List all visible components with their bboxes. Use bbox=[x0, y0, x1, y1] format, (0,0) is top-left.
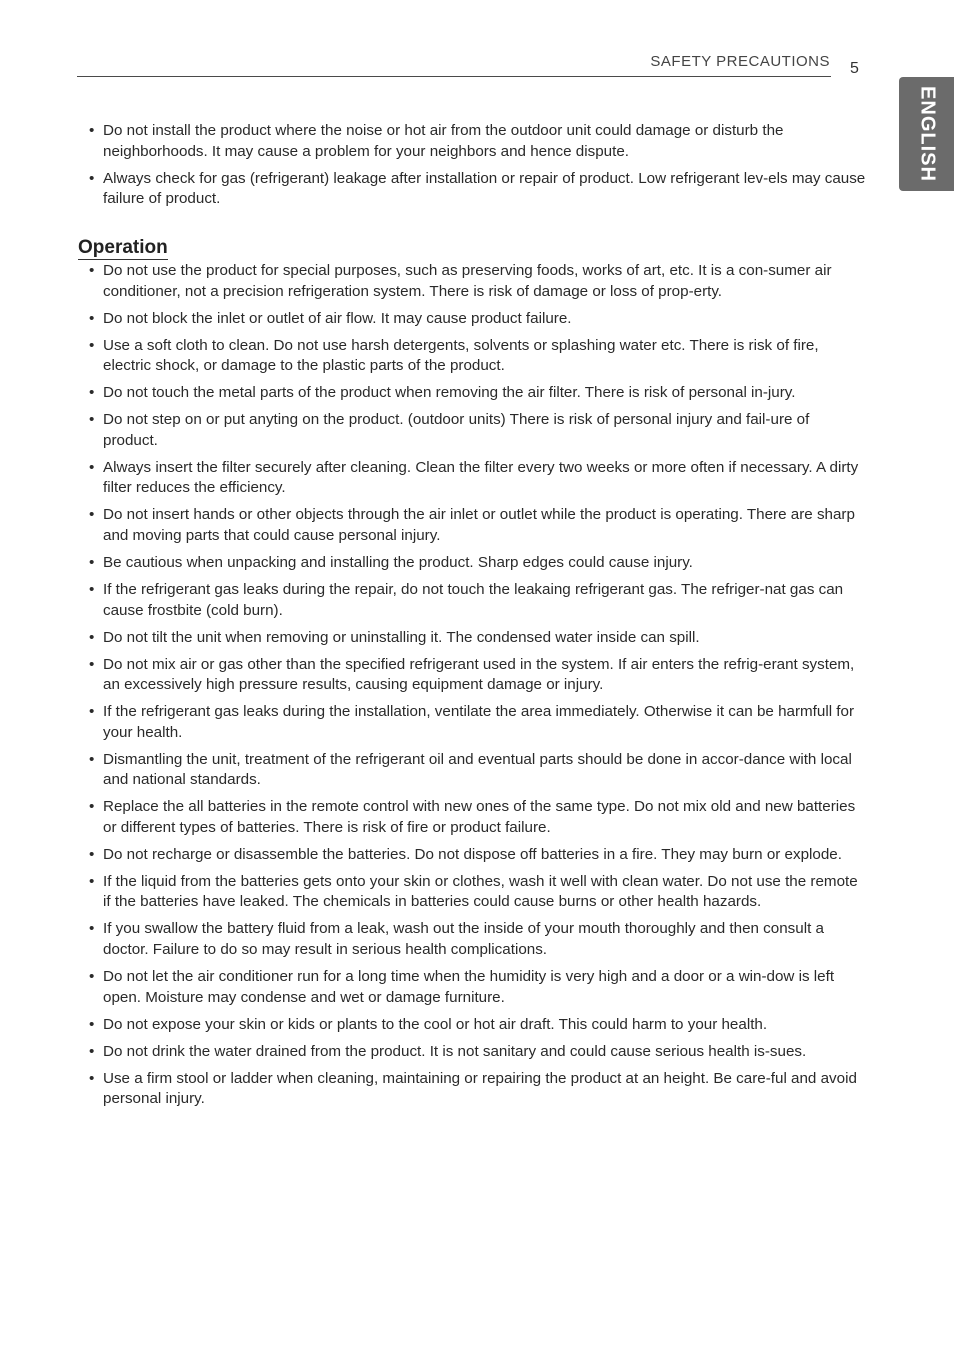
operation-heading-wrap bbox=[78, 216, 868, 261]
list-item: • Do not install the product where the noise or hot air from the outdoor unit could damage or disturb the neighborhoods. It may cause a problem for your neighbors and hence dispute. bbox=[78, 121, 868, 162]
list-item: • Dismantling the unit, treatment of the refrigerant oil and eventual parts should be done in accor-dance with local and national standards. bbox=[78, 750, 868, 791]
list-item: • Do not block the inlet or outlet of air flow. It may cause product failure. bbox=[78, 309, 868, 330]
header-divider bbox=[77, 76, 831, 77]
list-item: • Always check for gas (refrigerant) leakage after installation or repair of product. Low refrigerant lev-els may cause failure of product. bbox=[78, 169, 868, 210]
list-item: • Do not expose your skin or kids or plants to the cool or hot air draft. This could harm to your health. bbox=[78, 1015, 868, 1036]
intro-list bbox=[78, 121, 868, 210]
list-item: • Be cautious when unpacking and installing the product. Sharp edges could cause injury. bbox=[78, 553, 868, 574]
language-tab-label: ENGLISH bbox=[916, 86, 938, 182]
list-item: • Always insert the filter securely after cleaning. Clean the filter every two weeks or more often if necessary. A dirty filter reduces the efficiency. bbox=[78, 458, 868, 499]
list-item: • If the refrigerant gas leaks during the installation, ventilate the area immediately. Otherwise it can be harmfull for your health. bbox=[78, 702, 868, 743]
list-item: • Do not let the air conditioner run for a long time when the humidity is very high and a door or a win-dow is left open. Moisture may condense and wet or damage furniture. bbox=[78, 967, 868, 1008]
language-tab bbox=[899, 77, 954, 191]
list-item: • Do not insert hands or other objects through the air inlet or outlet while the product is operating. There are sharp and moving parts that could cause personal injury. bbox=[78, 505, 868, 546]
list-item: • Do not drink the water drained from the product. It is not sanitary and could cause serious health is-sues. bbox=[78, 1042, 868, 1063]
list-item: • Do not touch the metal parts of the product when removing the air filter. There is risk of personal in-jury. bbox=[78, 383, 868, 404]
list-item: • Replace the all batteries in the remote control with new ones of the same type. Do not mix old and new batteries or different types of batteries. There is risk of fire or product failure. bbox=[78, 797, 868, 838]
list-item: • Do not tilt the unit when removing or uninstalling it. The condensed water inside can spill. bbox=[78, 628, 868, 649]
list-item: • Do not use the product for special purposes, such as preserving foods, works of art, etc. It is a con-sumer air conditioner, not a precision refrigeration system. There is risk of damage or loss of prop-erty. bbox=[78, 261, 868, 302]
list-item: • Do not step on or put anyting on the product. (outdoor units) There is risk of personal injury and fail-ure of product. bbox=[78, 410, 868, 451]
list-item: • If the refrigerant gas leaks during the repair, do not touch the leakaing refrigerant gas. The refriger-nat gas can cause frostbite (cold burn). bbox=[78, 580, 868, 621]
page-number: 5 bbox=[850, 60, 859, 77]
list-item: • Do not recharge or disassemble the batteries. Do not dispose off batteries in a fire. They may burn or explode. bbox=[78, 845, 868, 866]
operation-heading: Operation bbox=[78, 237, 168, 259]
page-content bbox=[78, 121, 868, 1116]
list-item: • Do not mix air or gas other than the specified refrigerant used in the system. If air enters the refrig-erant system, an excessively high pressure results, causing equipment damage or injury. bbox=[78, 655, 868, 696]
operation-list bbox=[78, 261, 868, 1110]
list-item: • If the liquid from the batteries gets onto your skin or clothes, wash it well with clean water. Do not use the remote if the batteries have leaked. The chemicals in batteries could cause burns or other health hazards. bbox=[78, 872, 868, 913]
list-item: • Use a soft cloth to clean. Do not use harsh detergents, solvents or splashing water etc. There is risk of fire, electric shock, or damage to the plastic parts of the product. bbox=[78, 336, 868, 377]
header-section-title: SAFETY PRECAUTIONS bbox=[650, 53, 830, 70]
list-item: • If you swallow the battery fluid from a leak, wash out the inside of your mouth thoroughly and then consult a doctor. Failure to do so may result in serious health complications. bbox=[78, 919, 868, 960]
list-item: • Use a firm stool or ladder when cleaning, maintaining or repairing the product at an height. Be care-ful and avoid personal injury. bbox=[78, 1069, 868, 1110]
